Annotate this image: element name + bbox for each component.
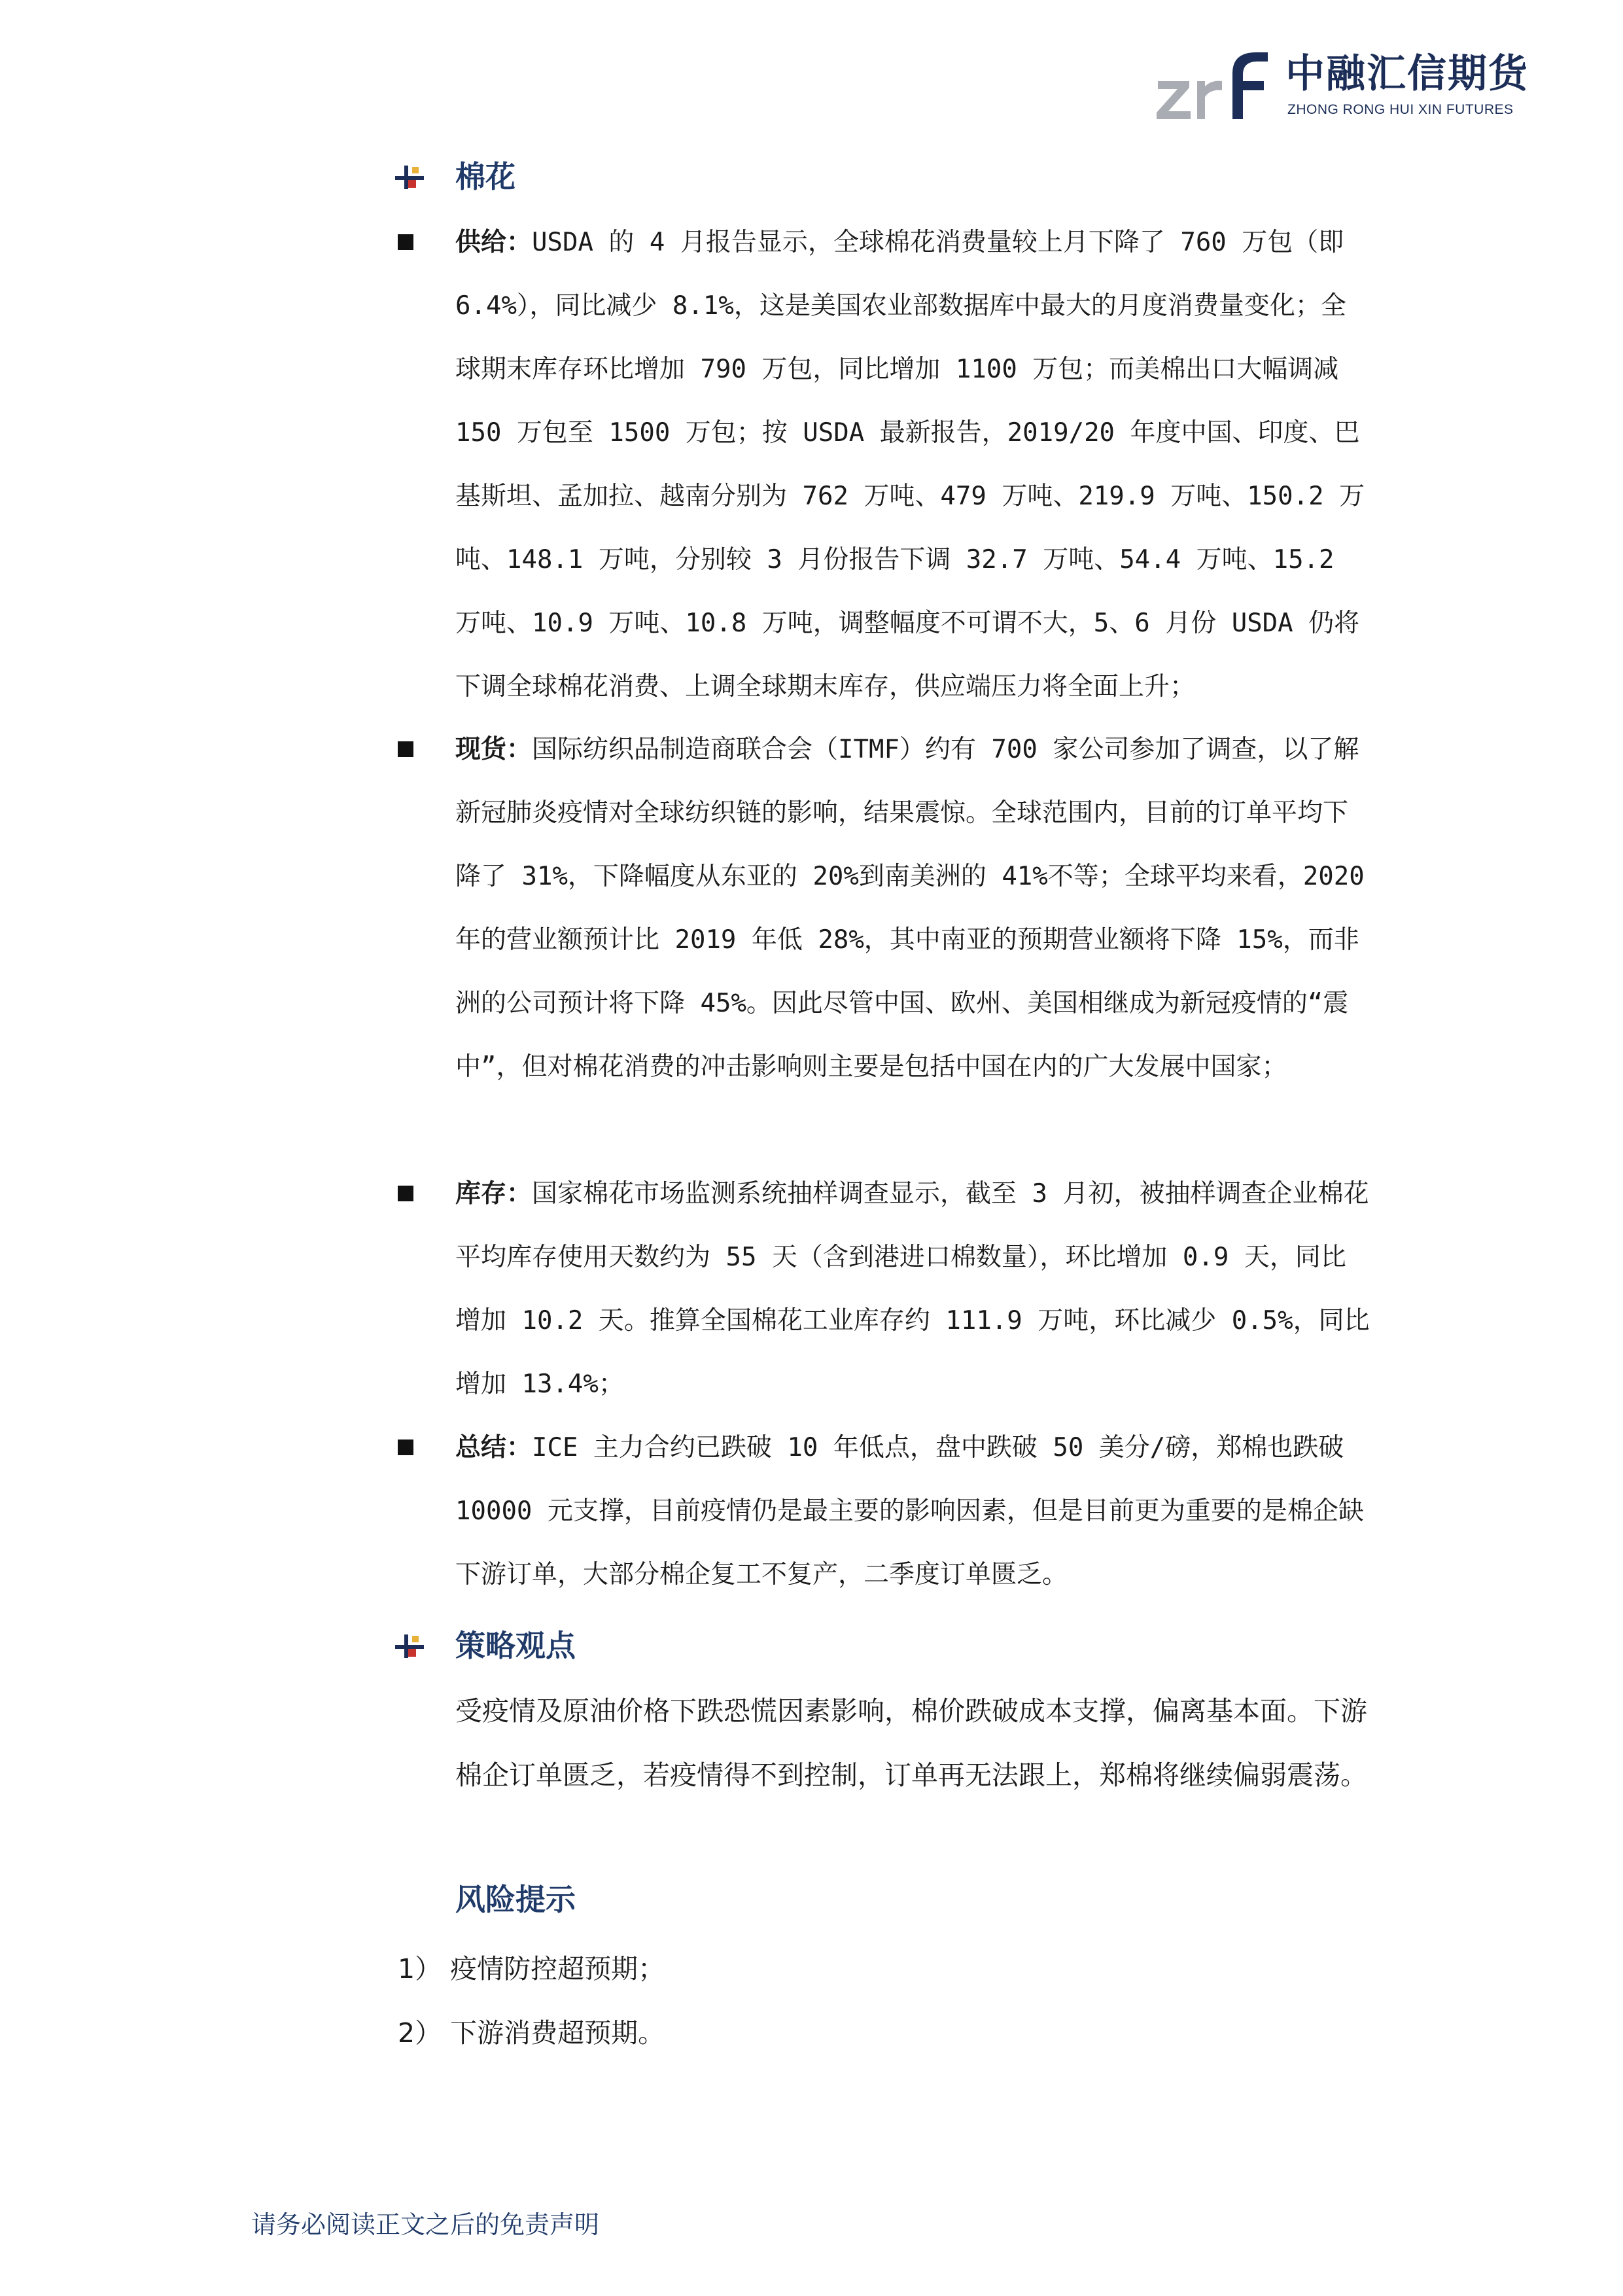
section-title-risk: 风险提示	[455, 1882, 576, 1917]
risk-item: 2） 下游消费超预期。	[398, 2017, 665, 2049]
company-logo	[1151, 47, 1529, 126]
paragraph-label: 库存：	[455, 1179, 532, 1209]
paragraph-text: ICE 主力合约已跌破 10 年低点，盘中跌破 50 美分/磅，郑棉也跌破 10000 元支撑，目前疫情仍是最主要的影响因素，但是目前更为重要的是棉企缺下游订单，大部分棉企复工不复产，二季度订单匮乏。	[455, 1433, 1364, 1589]
bullet-square	[398, 1186, 413, 1201]
section-marker-icon	[395, 163, 424, 192]
bullet-square	[398, 234, 413, 250]
bullet-square	[398, 1439, 413, 1455]
bullet-square	[398, 741, 413, 757]
paragraph-label: 供给：	[455, 228, 532, 257]
risk-item: 1） 疫情防控超预期；	[398, 1953, 665, 1985]
paragraph-summary	[455, 1416, 1371, 1606]
section-title: 棉花	[455, 159, 515, 194]
logo-english-name: ZHONG RONG HUI XIN FUTURES	[1287, 102, 1514, 117]
section-title: 策略观点	[455, 1628, 576, 1663]
paragraph-text: USDA 的 4 月报告显示，全球棉花消费量较上月下降了 760 万包（即 6.4%），同比减少 8.1%，这是美国农业部数据库中最大的月度消费量变化；全球期末库存环比增加 790 万包，同比增加 1100 万包；而美棉出口大幅调减 150 万包至 1500 万包；按 USDA 最新报告，2019/20 年度中国、印度、巴基斯坦、孟加拉、越南分别为 762 万吨、479 万吨、219.9 万吨、150.2 万吨、148.1 万吨，分别较 3 月份报告下调 32.7 万吨、54.4 万吨、15.2 万吨、10.9 万吨、10.8 万吨，调整幅度不可谓不大，5、6 月份 USDA 仍将下调全球棉花消费、上调全球期末库存，供应端压力将全面上升；	[455, 228, 1365, 701]
section-marker-icon	[395, 1632, 424, 1661]
paragraph-strategy: 受疫情及原油价格下跌恐慌因素影响，棉价跌破成本支撑，偏离基本面。下游棉企订单匮乏，若疫情得不到控制，订单再无法跟上，郑棉将继续偏弱震荡。	[455, 1695, 1367, 1791]
paragraph-spot	[455, 718, 1371, 1099]
paragraph-supply	[455, 211, 1371, 718]
paragraph-inventory	[455, 1162, 1371, 1416]
paragraph-label: 总结：	[455, 1433, 532, 1462]
logo-chinese-name: 中融汇信期货	[1285, 51, 1529, 97]
disclaimer-note: 请务必阅读正文之后的免责声明	[251, 2210, 600, 2239]
zrf-logo-mark	[1151, 47, 1282, 126]
paragraph-label: 现货：	[455, 735, 532, 764]
paragraph-text: 国际纺织品制造商联合会（ITMF）约有 700 家公司参加了调查，以了解新冠肺炎疫情对全球纺织链的影响，结果震惊。全球范围内，目前的订单平均下降了 31%，下降幅度从东亚的 20%到南美洲的 41%不等；全球平均来看，2020 年的营业额预计比 2019 年低 28%，其中南亚的预期营业额将下降 15%，而非洲的公司预计将下降 45%。因此尽管中国、欧州、美国相继成为新冠疫情的“震中”，但对棉花消费的冲击影响则主要是包括中国在内的广大发展中国家；	[455, 735, 1365, 1082]
paragraph-text: 国家棉花市场监测系统抽样调查显示，截至 3 月初，被抽样调查企业棉花平均库存使用天数约为 55 天（含到港进口棉数量），环比增加 0.9 天，同比增加 10.2 天。推算全国棉花工业库存约 111.9 万吨，环比减少 0.5%，同比增加 13.4%；	[455, 1179, 1370, 1399]
